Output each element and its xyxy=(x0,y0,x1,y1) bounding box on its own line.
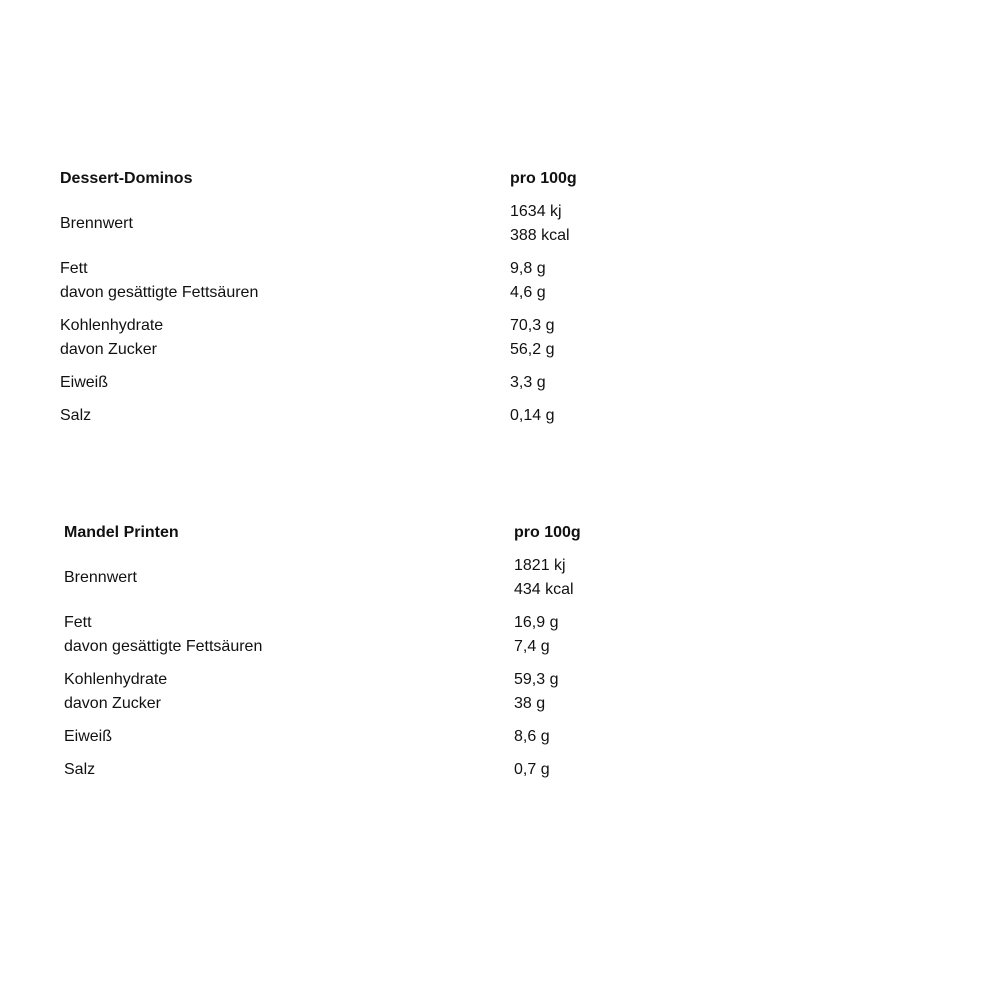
energy-kj-value: 1821 kj xyxy=(514,557,566,574)
protein-row xyxy=(64,725,624,758)
sugar-value: 56,2 g xyxy=(510,341,555,358)
protein-value: 3,3 g xyxy=(510,374,546,391)
salt-value: 0,7 g xyxy=(514,761,550,778)
fat-row xyxy=(64,611,624,668)
energy-kcal-value: 388 kcal xyxy=(510,227,570,244)
product-name: Mandel Printen xyxy=(64,524,179,541)
energy-kcal-value: 434 kcal xyxy=(514,581,574,598)
protein-label: Eiweiß xyxy=(60,374,109,391)
fat-row xyxy=(60,257,620,314)
salt-label: Salz xyxy=(64,761,96,778)
salt-value: 0,14 g xyxy=(510,407,555,424)
saturated-fat-value: 4,6 g xyxy=(510,284,546,301)
saturated-fat-label: davon gesättigte Fettsäuren xyxy=(64,638,263,655)
saturated-fat-label: davon gesättigte Fettsäuren xyxy=(60,284,259,301)
energy-row xyxy=(64,554,624,611)
table-header xyxy=(60,168,620,200)
carbs-value: 59,3 g xyxy=(514,671,559,688)
energy-row xyxy=(60,200,620,257)
carbs-row xyxy=(64,668,624,725)
fat-label: Fett xyxy=(60,260,88,277)
energy-label: Brennwert xyxy=(64,569,137,586)
sugar-value: 38 g xyxy=(514,695,546,712)
sugar-label: davon Zucker xyxy=(64,695,161,712)
fat-value: 9,8 g xyxy=(510,260,546,277)
carbs-label: Kohlenhydrate xyxy=(60,317,164,334)
nutrition-table-mandel-printen xyxy=(64,522,624,791)
protein-label: Eiweiß xyxy=(64,728,113,745)
carbs-value: 70,3 g xyxy=(510,317,555,334)
fat-value: 16,9 g xyxy=(514,614,559,631)
protein-row xyxy=(60,371,620,404)
per-100g-header: pro 100g xyxy=(510,170,577,187)
salt-row xyxy=(60,404,620,437)
salt-row xyxy=(64,758,624,791)
product-name: Dessert-Dominos xyxy=(60,170,193,187)
sugar-label: davon Zucker xyxy=(60,341,157,358)
energy-kj-value: 1634 kj xyxy=(510,203,562,220)
table-header xyxy=(64,522,624,554)
salt-label: Salz xyxy=(60,407,92,424)
per-100g-header: pro 100g xyxy=(514,524,581,541)
protein-value: 8,6 g xyxy=(514,728,550,745)
fat-label: Fett xyxy=(64,614,92,631)
energy-label: Brennwert xyxy=(60,215,133,232)
saturated-fat-value: 7,4 g xyxy=(514,638,550,655)
nutrition-table-dessert-dominos xyxy=(60,168,620,437)
carbs-row xyxy=(60,314,620,371)
carbs-label: Kohlenhydrate xyxy=(64,671,168,688)
